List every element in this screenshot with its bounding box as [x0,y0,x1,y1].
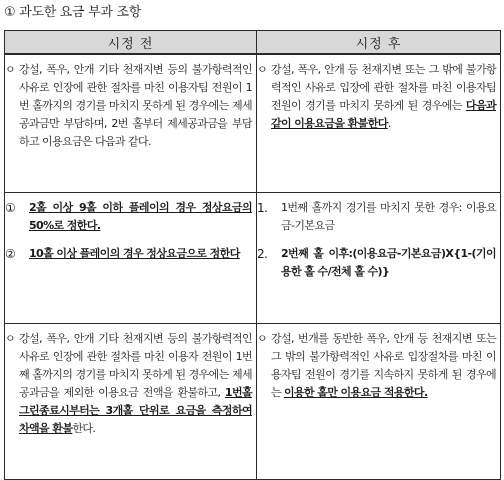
after-clause-end: . [387,117,391,130]
bullet-marker: ㅇ [5,332,16,345]
bullet-marker: ㅇ [5,63,16,76]
before-clause-text: 강설, 폭우, 안개 기타 천재지변 등의 불가항력적인 사유로 인장에 관한 절차를 마친 이용자 전원이 1번째 홀까지의 경기를 마치지 못하게 된 경우에는 제세공과금을 제외한 이용요금 전액을 환불하고, [19,332,252,399]
before-cell [5,193,257,324]
after-cell [257,193,501,324]
header-before: 시정 전 [5,31,257,55]
after-clause-emphasis: 이용한 홀만 이용요금 적용한다. [283,386,428,399]
before-clause-end: 한다. [72,422,96,435]
bullet-marker: ㅇ [257,63,268,76]
item-number: ② [5,247,16,261]
table-row [5,193,501,324]
after-item-2: 2번째 홀 이후:(이용요금-기본요금)X{1-(기이용한 홀 수/전체 홀 수)} [281,247,496,278]
after-clause-emphasis: 다음과 같이 이용요금을 환불한다 [271,99,496,130]
header-after: 시정 후 [257,31,501,55]
after-item-1: 1번째 홀까지 경기를 마치지 못한 경우: 이용요금-기본요금 [281,201,496,232]
table-header-row [5,31,501,55]
after-cell [257,324,501,480]
comparison-table [4,30,501,480]
item-number: ① [5,201,16,215]
before-clause-emphasis: 1번홀 그린종료시부터는 3개홀 단위로 요금을 측정하여 차액을 환불 [19,386,252,435]
before-item-2: 10홀 이상 플레이의 경우 정상요금으로 정한다 [29,247,240,260]
after-clause-text: 강설, 폭우, 안개 등 천재지변 또는 그 밖에 불가항력적인 사유로 입장에 관한 절차를 마친 이용자팀 전원이 경기를 마치지 못하게 된 경우에는 [271,63,496,112]
section-title: ① 과도한 요금 부과 조항 [4,5,142,20]
before-cell [5,54,257,193]
table-row [5,54,501,193]
item-number: 2. [257,247,268,261]
bullet-marker: ㅇ [257,332,268,345]
item-number: 1. [257,201,268,215]
after-clause-text: 강설, 번개를 동반한 폭우, 안개 등 천재지변 또는 그 밖의 불가항력적인 사유로 입장절차를 마친 이용자팀 전원이 경기를 지속하지 못하게 된 경우에는 [271,332,496,399]
after-cell [257,54,501,193]
before-clause-text: 강설, 폭우, 안개 기타 천재지변 등의 불가항력적인 사유로 인장에 관한 절차를 마친 이용자팀 전원이 1번 홀까지의 경기를 마치지 못하게 된 경우에는 제세공과금만 부담하며, 2번 홀부터 제세공과금을 부담하고 이용요금은 다음과 같다. [19,63,252,148]
table-row [5,324,501,480]
before-cell [5,324,257,480]
before-item-1: 2홀 이상 9홀 이하 플레이의 경우 정상요금의 50%로 정한다. [29,201,252,232]
